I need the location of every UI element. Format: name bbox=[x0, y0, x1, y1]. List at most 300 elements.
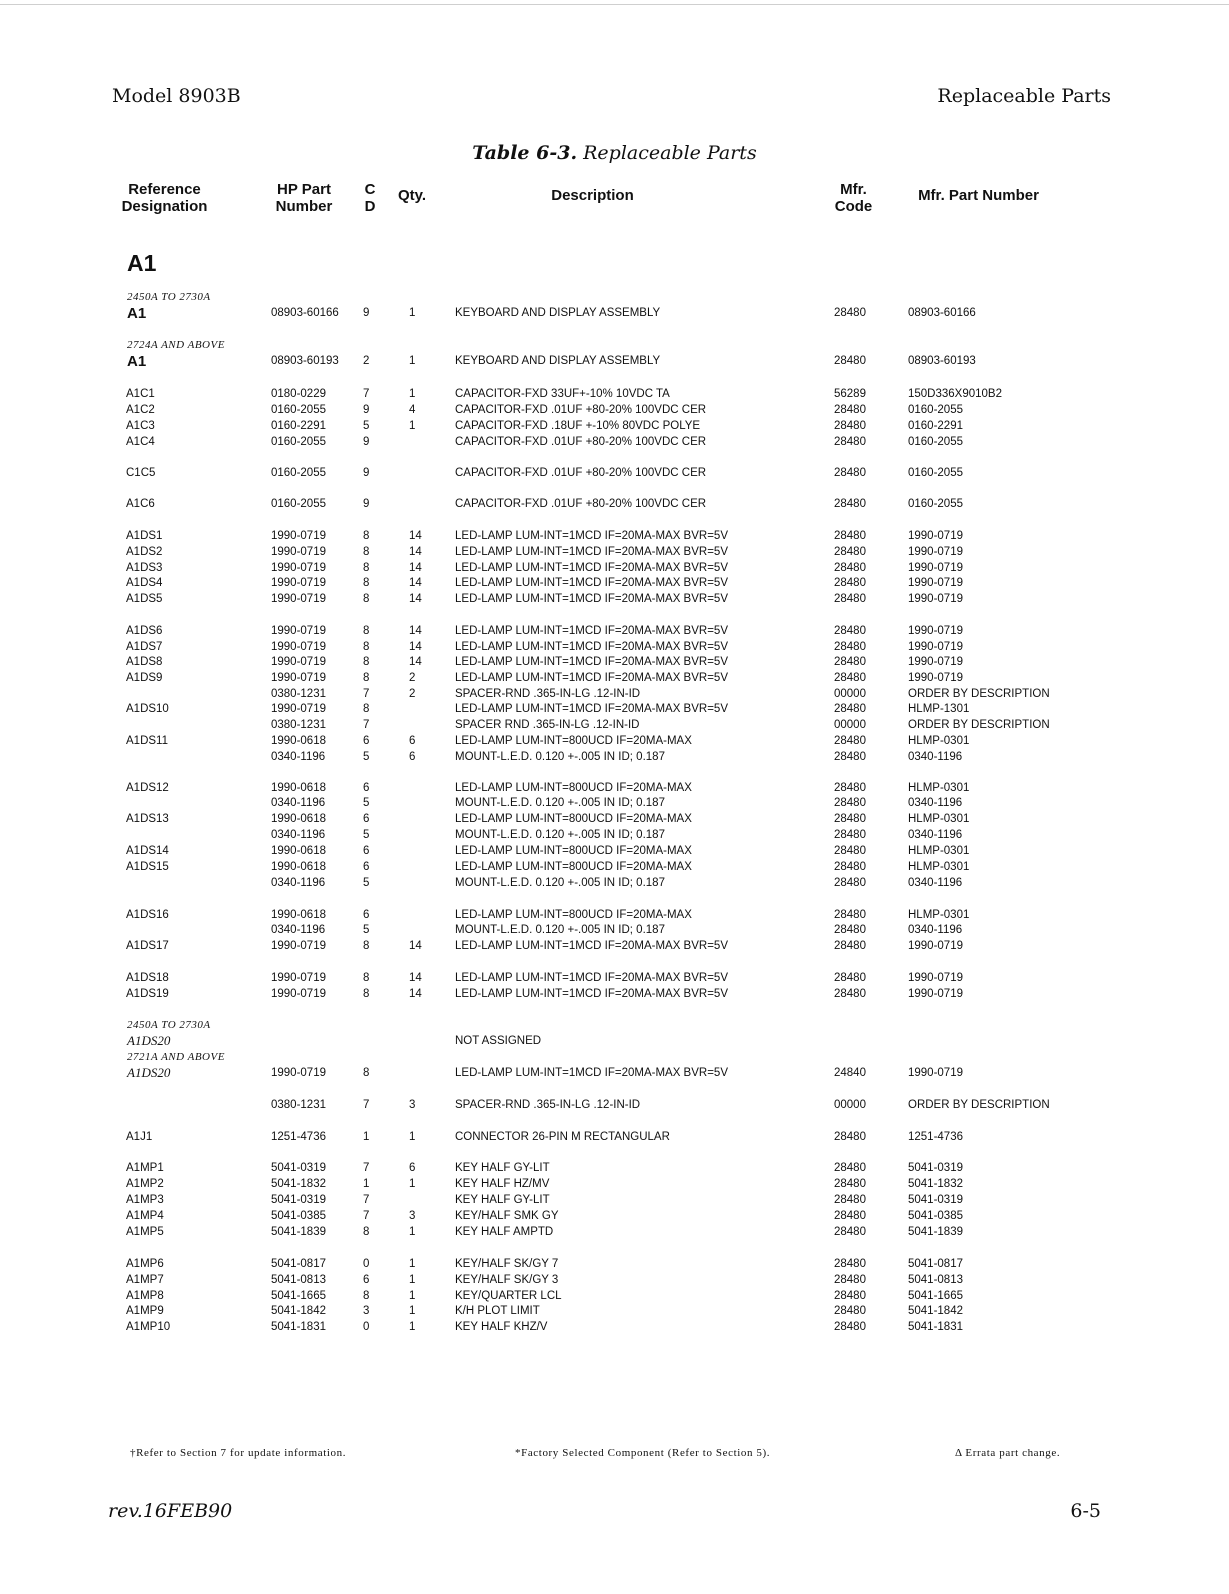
ref-cell: A1DS8 bbox=[126, 656, 163, 668]
mfr-part-number-cell: 5041-0319 bbox=[908, 1194, 963, 1206]
mfr-code-cell: 28480 bbox=[834, 436, 866, 448]
assembly-ref: A1 bbox=[127, 353, 147, 370]
description-cell: CAPACITOR-FXD .01UF +80-20% 100VDC CER bbox=[455, 467, 707, 479]
col-header-description: Description bbox=[551, 187, 634, 204]
table-row bbox=[0, 560, 1229, 576]
description-cell: LED-LAMP LUM-INT=1MCD IF=20MA-MAX BVR=5V bbox=[455, 672, 728, 684]
mfr-code-cell: 28480 bbox=[834, 861, 866, 873]
hp-part-cell: 0160-2055 bbox=[271, 404, 326, 416]
ref-cell: A1MP5 bbox=[126, 1226, 164, 1238]
description-cell: LED-LAMP LUM-INT=1MCD IF=20MA-MAX BVR=5V bbox=[455, 703, 728, 715]
ref-cell: A1DS12 bbox=[126, 782, 169, 794]
hp-part-cell: 1990-0719 bbox=[271, 530, 326, 542]
qty-cell: 3 bbox=[409, 1099, 416, 1111]
description-cell: KEY HALF GY-LIT bbox=[455, 1194, 550, 1206]
serial-note: 2724A AND ABOVE bbox=[127, 339, 225, 351]
hp-part-cell: 1990-0719 bbox=[271, 641, 326, 653]
description-cell: MOUNT-L.E.D. 0.120 +-.005 IN ID; 0.187 bbox=[455, 829, 665, 841]
mfr-part-number-cell: ORDER BY DESCRIPTION bbox=[908, 719, 1050, 731]
ref-cell: A1C1 bbox=[126, 388, 155, 400]
table-row bbox=[0, 749, 1229, 765]
footnote-factory-selected: *Factory Selected Component (Refer to Section 5). bbox=[515, 1447, 771, 1459]
hp-part-cell: 0160-2055 bbox=[271, 436, 326, 448]
table-row bbox=[0, 591, 1229, 607]
mfr-part-number-cell: 0160-2055 bbox=[908, 404, 963, 416]
ref-cell: C1C5 bbox=[126, 467, 156, 479]
ref-cell: A1MP10 bbox=[126, 1321, 171, 1333]
mfr-part-number-cell: HLMP-0301 bbox=[908, 861, 970, 873]
hp-part-cell: 1990-0719 bbox=[271, 625, 326, 637]
mfr-code-cell: 28480 bbox=[834, 940, 866, 952]
cd-cell: 7 bbox=[363, 1194, 370, 1206]
table-row bbox=[0, 986, 1229, 1002]
table-row bbox=[0, 386, 1229, 402]
col-header-reference bbox=[112, 181, 217, 215]
col-header-mfr-part-number: Mfr. Part Number bbox=[918, 187, 1039, 204]
cd-cell: 7 bbox=[363, 719, 370, 731]
mfr-part-number-cell: 08903-60193 bbox=[908, 355, 976, 367]
qty-cell: 1 bbox=[409, 1274, 416, 1286]
hp-part-cell: 1990-0719 bbox=[271, 940, 326, 952]
cd-cell: 8 bbox=[363, 672, 370, 684]
description-cell: LED-LAMP LUM-INT=800UCD IF=20MA-MAX bbox=[455, 735, 692, 747]
description-cell: LED-LAMP LUM-INT=800UCD IF=20MA-MAX bbox=[455, 845, 692, 857]
mfr-part-number-cell: 1990-0719 bbox=[908, 625, 963, 637]
assembly-ref: A1 bbox=[127, 305, 147, 322]
qty-cell: 2 bbox=[409, 688, 416, 700]
hp-part-cell: 1990-0719 bbox=[271, 1067, 326, 1079]
cd-cell: 1 bbox=[363, 1178, 370, 1190]
mfr-part-number-cell: 1990-0719 bbox=[908, 988, 963, 1000]
description-cell: LED-LAMP LUM-INT=800UCD IF=20MA-MAX bbox=[455, 813, 692, 825]
ref-cell: A1DS5 bbox=[126, 593, 163, 605]
ref-cell: A1J1 bbox=[126, 1131, 153, 1143]
mfr-code-cell: 00000 bbox=[834, 719, 866, 731]
mfr-code-cell: 28480 bbox=[834, 988, 866, 1000]
ref-cell: A1DS4 bbox=[126, 577, 163, 589]
ref-cell: A1DS15 bbox=[126, 861, 169, 873]
col-header-hp-part-line2: Number bbox=[275, 198, 333, 215]
page-number: 6-5 bbox=[1070, 1500, 1101, 1522]
cd-cell: 5 bbox=[363, 420, 370, 432]
mfr-part-number-cell: 5041-1839 bbox=[908, 1226, 963, 1238]
qty-cell: 3 bbox=[409, 1210, 416, 1222]
table-row bbox=[0, 434, 1229, 450]
col-header-qty: Qty. bbox=[397, 187, 427, 204]
hp-part-cell: 0160-2291 bbox=[271, 420, 326, 432]
table-row bbox=[0, 875, 1229, 891]
qty-cell: 1 bbox=[409, 355, 416, 367]
mfr-code-cell: 28480 bbox=[834, 1162, 866, 1174]
revision-date: rev.16FEB90 bbox=[108, 1500, 233, 1522]
mfr-code-cell: 28480 bbox=[834, 467, 866, 479]
mfr-part-number-cell: ORDER BY DESCRIPTION bbox=[908, 1099, 1050, 1111]
page-top-rule bbox=[0, 4, 1229, 5]
description-cell: KEYBOARD AND DISPLAY ASSEMBLY bbox=[455, 355, 661, 367]
mfr-code-cell: 28480 bbox=[834, 1258, 866, 1270]
description-cell: MOUNT-L.E.D. 0.120 +-.005 IN ID; 0.187 bbox=[455, 877, 665, 889]
description-cell: LED-LAMP LUM-INT=1MCD IF=20MA-MAX BVR=5V bbox=[455, 593, 728, 605]
qty-cell: 14 bbox=[409, 562, 422, 574]
mfr-part-number-cell: 0340-1196 bbox=[908, 797, 963, 809]
mfr-part-number-cell: 1990-0719 bbox=[908, 593, 963, 605]
hp-part-cell: 1990-0719 bbox=[271, 672, 326, 684]
table-row bbox=[0, 701, 1229, 717]
cd-cell: 8 bbox=[363, 577, 370, 589]
mfr-code-cell: 28480 bbox=[834, 355, 866, 367]
mfr-code-cell: 56289 bbox=[834, 388, 866, 400]
qty-cell: 1 bbox=[409, 1305, 416, 1317]
table-row bbox=[0, 1176, 1229, 1192]
description-cell: CAPACITOR-FXD .18UF +-10% 80VDC POLYE bbox=[455, 420, 701, 432]
hp-part-cell: 1990-0618 bbox=[271, 813, 326, 825]
table-title-label: Table 6-3. bbox=[472, 142, 578, 164]
mfr-part-number-cell: 5041-0385 bbox=[908, 1210, 963, 1222]
table-row bbox=[0, 1033, 1229, 1049]
description-cell: NOT ASSIGNED bbox=[455, 1035, 542, 1047]
hp-part-cell: 0160-2055 bbox=[271, 467, 326, 479]
mfr-code-cell: 28480 bbox=[834, 829, 866, 841]
hp-part-cell: 1990-0719 bbox=[271, 577, 326, 589]
mfr-code-cell: 28480 bbox=[834, 1178, 866, 1190]
mfr-part-number-cell: 0160-2055 bbox=[908, 498, 963, 510]
description-cell: KEY/HALF SMK GY bbox=[455, 1210, 559, 1222]
cd-cell: 7 bbox=[363, 388, 370, 400]
mfr-code-cell: 28480 bbox=[834, 735, 866, 747]
hp-part-cell: 0340-1196 bbox=[271, 924, 326, 936]
hp-part-cell: 5041-0385 bbox=[271, 1210, 326, 1222]
mfr-part-number-cell: 1990-0719 bbox=[908, 672, 963, 684]
mfr-part-number-cell: 150D336X9010B2 bbox=[908, 388, 1002, 400]
table-row bbox=[0, 1288, 1229, 1304]
mfr-part-number-cell: HLMP-0301 bbox=[908, 845, 970, 857]
mfr-part-number-cell: 1990-0719 bbox=[908, 577, 963, 589]
description-cell: LED-LAMP LUM-INT=1MCD IF=20MA-MAX BVR=5V bbox=[455, 641, 728, 653]
cd-cell: 6 bbox=[363, 813, 370, 825]
qty-cell: 1 bbox=[409, 1321, 416, 1333]
mfr-code-cell: 00000 bbox=[834, 688, 866, 700]
mfr-part-number-cell: 0160-2291 bbox=[908, 420, 963, 432]
cd-cell: 8 bbox=[363, 1226, 370, 1238]
mfr-code-cell: 28480 bbox=[834, 1290, 866, 1302]
mfr-code-cell: 28480 bbox=[834, 625, 866, 637]
cd-cell: 3 bbox=[363, 1305, 370, 1317]
description-cell: K/H PLOT LIMIT bbox=[455, 1305, 540, 1317]
ref-cell: A1C2 bbox=[126, 404, 155, 416]
col-header-cd-line2: D bbox=[364, 198, 376, 215]
cd-cell: 7 bbox=[363, 1210, 370, 1222]
cd-cell: 8 bbox=[363, 641, 370, 653]
hp-part-cell: 1990-0719 bbox=[271, 972, 326, 984]
cd-cell: 6 bbox=[363, 861, 370, 873]
mfr-code-cell: 28480 bbox=[834, 924, 866, 936]
cd-cell: 6 bbox=[363, 782, 370, 794]
hp-part-cell: 1990-0618 bbox=[271, 782, 326, 794]
table-row bbox=[0, 811, 1229, 827]
description-cell: MOUNT-L.E.D. 0.120 +-.005 IN ID; 0.187 bbox=[455, 797, 665, 809]
table-row bbox=[0, 418, 1229, 434]
description-cell: KEY/HALF SK/GY 7 bbox=[455, 1258, 559, 1270]
col-header-hp-part bbox=[265, 181, 343, 215]
mfr-part-number-cell: 0340-1196 bbox=[908, 924, 963, 936]
cd-cell: 8 bbox=[363, 1067, 370, 1079]
table-row bbox=[0, 639, 1229, 655]
mfr-part-number-cell: 1990-0719 bbox=[908, 530, 963, 542]
qty-cell: 1 bbox=[409, 1226, 416, 1238]
mfr-part-number-cell: 0340-1196 bbox=[908, 877, 963, 889]
ref-cell: A1DS19 bbox=[126, 988, 169, 1000]
table-row bbox=[0, 575, 1229, 591]
ref-cell: A1DS6 bbox=[126, 625, 163, 637]
description-cell: KEY HALF HZ/MV bbox=[455, 1178, 550, 1190]
mfr-code-cell: 28480 bbox=[834, 797, 866, 809]
cd-cell: 5 bbox=[363, 924, 370, 936]
col-header-hp-part-line1: HP Part bbox=[277, 181, 331, 198]
mfr-code-cell: 28480 bbox=[834, 404, 866, 416]
mfr-part-number-cell: HLMP-0301 bbox=[908, 735, 970, 747]
mfr-code-cell: 28480 bbox=[834, 877, 866, 889]
description-cell: KEYBOARD AND DISPLAY ASSEMBLY bbox=[455, 307, 661, 319]
table-row bbox=[0, 780, 1229, 796]
qty-cell: 6 bbox=[409, 751, 416, 763]
cd-cell: 0 bbox=[363, 1258, 370, 1270]
description-cell: CONNECTOR 26-PIN M RECTANGULAR bbox=[455, 1131, 670, 1143]
hp-part-cell: 1990-0618 bbox=[271, 861, 326, 873]
qty-cell: 1 bbox=[409, 1290, 416, 1302]
table-row bbox=[0, 305, 1229, 321]
table-row bbox=[0, 1065, 1229, 1081]
qty-cell: 14 bbox=[409, 940, 422, 952]
assembly-ref: A1DS20 bbox=[127, 1065, 171, 1080]
mfr-part-number-cell: 1251-4736 bbox=[908, 1131, 963, 1143]
description-cell: LED-LAMP LUM-INT=1MCD IF=20MA-MAX BVR=5V bbox=[455, 562, 728, 574]
table-title bbox=[0, 142, 1229, 164]
description-cell: LED-LAMP LUM-INT=1MCD IF=20MA-MAX BVR=5V bbox=[455, 656, 728, 668]
mfr-code-cell: 28480 bbox=[834, 593, 866, 605]
cd-cell: 9 bbox=[363, 467, 370, 479]
ref-cell: A1DS9 bbox=[126, 672, 163, 684]
description-cell: LED-LAMP LUM-INT=1MCD IF=20MA-MAX BVR=5V bbox=[455, 577, 728, 589]
table-row bbox=[0, 843, 1229, 859]
ref-cell: A1C4 bbox=[126, 436, 155, 448]
cd-cell: 5 bbox=[363, 751, 370, 763]
cd-cell: 0 bbox=[363, 1321, 370, 1333]
qty-cell: 2 bbox=[409, 672, 416, 684]
table-row bbox=[0, 544, 1229, 560]
table-row bbox=[0, 922, 1229, 938]
qty-cell: 1 bbox=[409, 420, 416, 432]
mfr-code-cell: 28480 bbox=[834, 782, 866, 794]
ref-cell: A1MP1 bbox=[126, 1162, 164, 1174]
qty-cell: 14 bbox=[409, 988, 422, 1000]
qty-cell: 14 bbox=[409, 577, 422, 589]
mfr-code-cell: 28480 bbox=[834, 845, 866, 857]
hp-part-cell: 1990-0719 bbox=[271, 546, 326, 558]
mfr-code-cell: 28480 bbox=[834, 530, 866, 542]
description-cell: CAPACITOR-FXD 33UF+-10% 10VDC TA bbox=[455, 388, 670, 400]
mfr-part-number-cell: 1990-0719 bbox=[908, 972, 963, 984]
mfr-part-number-cell: 0160-2055 bbox=[908, 436, 963, 448]
mfr-code-cell: 28480 bbox=[834, 546, 866, 558]
section-header: Replaceable Parts bbox=[937, 85, 1111, 107]
mfr-code-cell: 28480 bbox=[834, 1210, 866, 1222]
mfr-code-cell: 28480 bbox=[834, 1321, 866, 1333]
mfr-part-number-cell: 0340-1196 bbox=[908, 751, 963, 763]
hp-part-cell: 1990-0719 bbox=[271, 562, 326, 574]
mfr-part-number-cell: 08903-60166 bbox=[908, 307, 976, 319]
qty-cell: 14 bbox=[409, 641, 422, 653]
table-row bbox=[0, 795, 1229, 811]
qty-cell: 6 bbox=[409, 1162, 416, 1174]
hp-part-cell: 0380-1231 bbox=[271, 1099, 326, 1111]
hp-part-cell: 1990-0719 bbox=[271, 656, 326, 668]
cd-cell: 5 bbox=[363, 829, 370, 841]
hp-part-cell: 5041-1839 bbox=[271, 1226, 326, 1238]
description-cell: LED-LAMP LUM-INT=1MCD IF=20MA-MAX BVR=5V bbox=[455, 940, 728, 952]
hp-part-cell: 5041-0817 bbox=[271, 1258, 326, 1270]
ref-cell: A1DS2 bbox=[126, 546, 163, 558]
footnote-update-info: †Refer to Section 7 for update information. bbox=[130, 1447, 347, 1459]
col-header-mfr-code-line1: Mfr. bbox=[840, 181, 867, 198]
serial-note: 2450A TO 2730A bbox=[127, 1019, 211, 1031]
hp-part-cell: 1251-4736 bbox=[271, 1131, 326, 1143]
cd-cell: 8 bbox=[363, 656, 370, 668]
description-cell: KEY HALF KHZ/V bbox=[455, 1321, 548, 1333]
description-cell: CAPACITOR-FXD .01UF +80-20% 100VDC CER bbox=[455, 404, 707, 416]
hp-part-cell: 0180-0229 bbox=[271, 388, 326, 400]
description-cell: CAPACITOR-FXD .01UF +80-20% 100VDC CER bbox=[455, 436, 707, 448]
footnote-errata: Δ Errata part change. bbox=[955, 1447, 1061, 1459]
qty-cell: 14 bbox=[409, 530, 422, 542]
qty-cell: 14 bbox=[409, 972, 422, 984]
cd-cell: 2 bbox=[363, 355, 370, 367]
model-header: Model 8903B bbox=[112, 85, 241, 107]
description-cell: LED-LAMP LUM-INT=1MCD IF=20MA-MAX BVR=5V bbox=[455, 988, 728, 1000]
hp-part-cell: 0160-2055 bbox=[271, 498, 326, 510]
description-cell: LED-LAMP LUM-INT=1MCD IF=20MA-MAX BVR=5V bbox=[455, 530, 728, 542]
ref-cell: A1MP3 bbox=[126, 1194, 164, 1206]
mfr-part-number-cell: HLMP-1301 bbox=[908, 703, 970, 715]
hp-part-cell: 1990-0719 bbox=[271, 988, 326, 1000]
cd-cell: 6 bbox=[363, 735, 370, 747]
mfr-part-number-cell: 5041-0813 bbox=[908, 1274, 963, 1286]
cd-cell: 1 bbox=[363, 1131, 370, 1143]
mfr-code-cell: 28480 bbox=[834, 813, 866, 825]
table-row bbox=[0, 528, 1229, 544]
cd-cell: 8 bbox=[363, 562, 370, 574]
cd-cell: 9 bbox=[363, 498, 370, 510]
mfr-part-number-cell: HLMP-0301 bbox=[908, 813, 970, 825]
ref-cell: A1DS1 bbox=[126, 530, 163, 542]
description-cell: LED-LAMP LUM-INT=1MCD IF=20MA-MAX BVR=5V bbox=[455, 625, 728, 637]
table-row bbox=[0, 654, 1229, 670]
hp-part-cell: 1990-0618 bbox=[271, 735, 326, 747]
qty-cell: 14 bbox=[409, 656, 422, 668]
table-row bbox=[0, 670, 1229, 686]
mfr-part-number-cell: HLMP-0301 bbox=[908, 782, 970, 794]
mfr-code-cell: 28480 bbox=[834, 751, 866, 763]
mfr-part-number-cell: 1990-0719 bbox=[908, 940, 963, 952]
qty-cell: 1 bbox=[409, 307, 416, 319]
table-row bbox=[0, 1129, 1229, 1145]
description-cell: KEY/HALF SK/GY 3 bbox=[455, 1274, 559, 1286]
description-cell: KEY HALF AMPTD bbox=[455, 1226, 554, 1238]
cd-cell: 8 bbox=[363, 530, 370, 542]
mfr-code-cell: 28480 bbox=[834, 1226, 866, 1238]
ref-cell: A1DS7 bbox=[126, 641, 163, 653]
ref-cell: A1DS3 bbox=[126, 562, 163, 574]
hp-part-cell: 0340-1196 bbox=[271, 751, 326, 763]
mfr-code-cell: 28480 bbox=[834, 672, 866, 684]
description-cell: SPACER-RND .365-IN-LG .12-IN-ID bbox=[455, 1099, 641, 1111]
table-row bbox=[0, 465, 1229, 481]
qty-cell: 4 bbox=[409, 404, 416, 416]
description-cell: SPACER RND .365-IN-LG .12-IN-ID bbox=[455, 719, 640, 731]
section-heading-a1: A1 bbox=[127, 250, 157, 276]
description-cell: LED-LAMP LUM-INT=1MCD IF=20MA-MAX BVR=5V bbox=[455, 546, 728, 558]
cd-cell: 8 bbox=[363, 546, 370, 558]
col-header-cd-line1: C bbox=[364, 181, 376, 198]
ref-cell: A1DS10 bbox=[126, 703, 169, 715]
ref-cell: A1MP4 bbox=[126, 1210, 164, 1222]
col-header-cd bbox=[360, 181, 380, 215]
serial-note: 2721A AND ABOVE bbox=[127, 1051, 225, 1063]
cd-cell: 5 bbox=[363, 797, 370, 809]
ref-cell: A1MP7 bbox=[126, 1274, 164, 1286]
ref-cell: A1DS11 bbox=[126, 735, 168, 747]
hp-part-cell: 08903-60166 bbox=[271, 307, 339, 319]
table-row bbox=[0, 733, 1229, 749]
description-cell: MOUNT-L.E.D. 0.120 +-.005 IN ID; 0.187 bbox=[455, 924, 665, 936]
ref-cell: A1DS16 bbox=[126, 909, 169, 921]
mfr-part-number-cell: 0340-1196 bbox=[908, 829, 963, 841]
ref-cell: A1C3 bbox=[126, 420, 155, 432]
hp-part-cell: 1990-0719 bbox=[271, 593, 326, 605]
mfr-part-number-cell: 5041-1831 bbox=[908, 1321, 963, 1333]
cd-cell: 8 bbox=[363, 625, 370, 637]
table-row bbox=[0, 970, 1229, 986]
table-row bbox=[0, 938, 1229, 954]
mfr-part-number-cell: 5041-1842 bbox=[908, 1305, 963, 1317]
hp-part-cell: 1990-0618 bbox=[271, 909, 326, 921]
serial-note: 2450A TO 2730A bbox=[127, 291, 211, 303]
table-row bbox=[0, 1208, 1229, 1224]
mfr-code-cell: 28480 bbox=[834, 972, 866, 984]
description-cell: LED-LAMP LUM-INT=1MCD IF=20MA-MAX BVR=5V bbox=[455, 1067, 728, 1079]
mfr-code-cell: 28480 bbox=[834, 641, 866, 653]
qty-cell: 1 bbox=[409, 388, 416, 400]
hp-part-cell: 1990-0719 bbox=[271, 703, 326, 715]
hp-part-cell: 0340-1196 bbox=[271, 877, 326, 889]
ref-cell: A1DS13 bbox=[126, 813, 169, 825]
table-row bbox=[0, 1303, 1229, 1319]
mfr-code-cell: 28480 bbox=[834, 562, 866, 574]
cd-cell: 9 bbox=[363, 436, 370, 448]
mfr-part-number-cell: ORDER BY DESCRIPTION bbox=[908, 688, 1050, 700]
cd-cell: 7 bbox=[363, 1162, 370, 1174]
hp-part-cell: 5041-0813 bbox=[271, 1274, 326, 1286]
mfr-code-cell: 28480 bbox=[834, 656, 866, 668]
cd-cell: 6 bbox=[363, 845, 370, 857]
mfr-code-cell: 28480 bbox=[834, 909, 866, 921]
table-row bbox=[0, 717, 1229, 733]
description-cell: KEY/QUARTER LCL bbox=[455, 1290, 562, 1302]
mfr-part-number-cell: 1990-0719 bbox=[908, 1067, 963, 1079]
cd-cell: 8 bbox=[363, 988, 370, 1000]
col-header-reference-line2: Designation bbox=[121, 198, 208, 215]
mfr-code-cell: 28480 bbox=[834, 1305, 866, 1317]
description-cell: LED-LAMP LUM-INT=800UCD IF=20MA-MAX bbox=[455, 909, 692, 921]
